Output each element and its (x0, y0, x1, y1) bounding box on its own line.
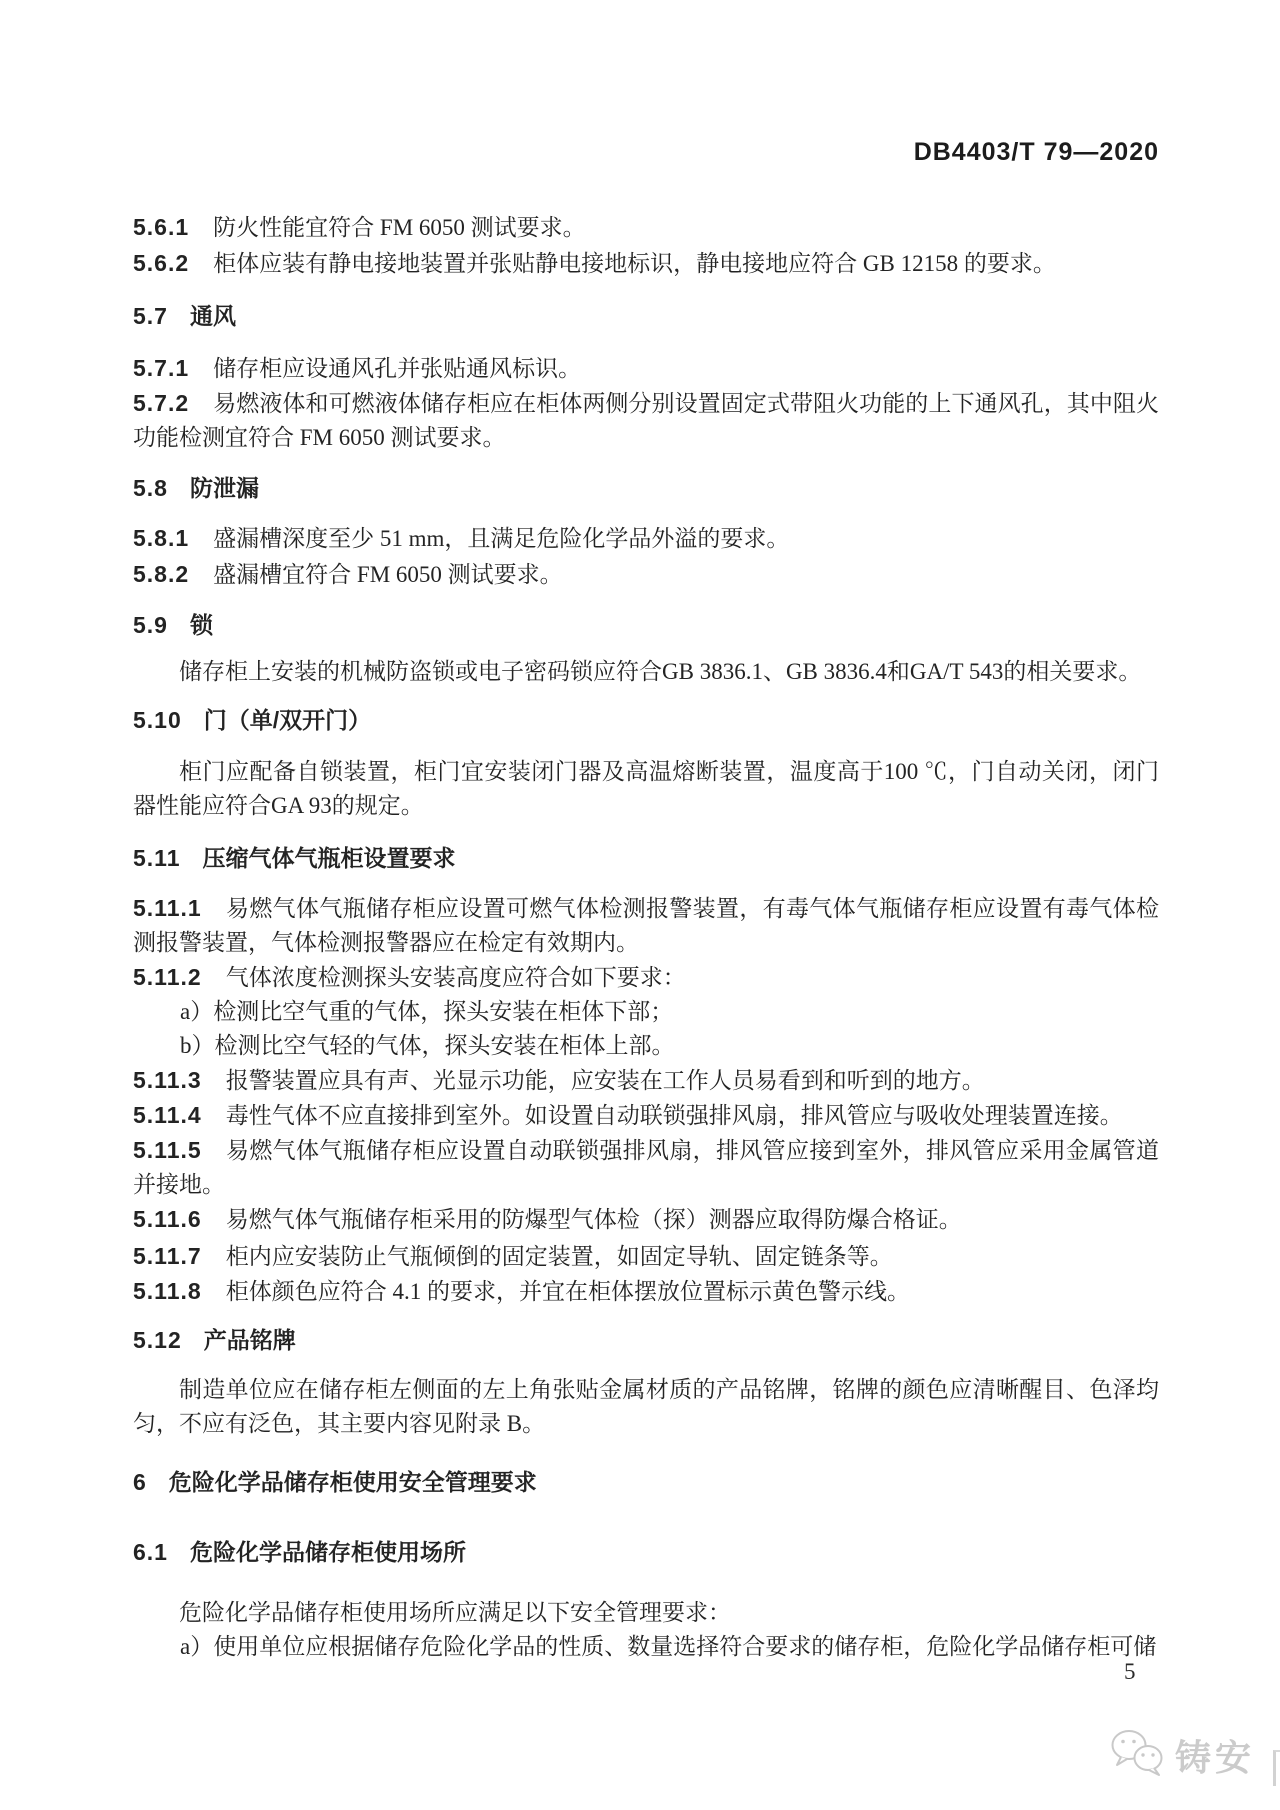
clause-text: 柜体应装有静电接地装置并张贴静电接地标识，静电接地应符合 GB 12158 的要求。 (213, 251, 1056, 276)
section-heading-5-9 (133, 608, 1159, 642)
clause-number: 5.7.1 (133, 355, 190, 381)
clipped-watermark-fragment (1273, 1750, 1280, 1786)
clause-number: 5.11.7 (133, 1243, 202, 1269)
clause-text: 柜体颜色应符合 4.1 的要求，并宜在柜体摆放位置标示黄色警示线。 (225, 1279, 910, 1304)
section-title: 压缩气体气瓶柜设置要求 (202, 845, 456, 871)
clause-number: 5.8.2 (133, 561, 190, 587)
clause-number: 5.11.6 (133, 1206, 202, 1232)
paragraph-5-12: 制造单位应在储存柜左侧面的左上角张贴金属材质的产品铭牌，铭牌的颜色应清晰醒目、色泽均匀，不应有泛色，其主要内容见附录 B。 (133, 1377, 1159, 1436)
section-number: 5.9 (133, 612, 168, 638)
clause-5-8-1 (133, 521, 1159, 556)
clause-5-8-2 (133, 557, 1159, 592)
section-number: 5.8 (133, 475, 168, 501)
page-number: 5 (1124, 1659, 1136, 1684)
wechat-icon (1110, 1728, 1166, 1783)
section-title: 危险化学品储存柜使用安全管理要求 (168, 1469, 537, 1495)
section-title: 门（单/双开门） (203, 707, 372, 733)
paragraph-6-1: 危险化学品储存柜使用场所应满足以下安全管理要求： (179, 1600, 731, 1625)
clause-number: 5.6.1 (133, 214, 190, 240)
section-number: 6.1 (133, 1539, 168, 1565)
clause-text: 易燃气体气瓶储存柜应设置自动联锁强排风扇，排风管应接到室外，排风管应采用金属管道并接地。 (133, 1138, 1159, 1197)
paragraph-5-9: 储存柜上安装的机械防盗锁或电子密码锁应符合GB 3836.1、GB 3836.4和GA/T 543的相关要求。 (179, 659, 1142, 684)
watermark-text: 铸安 (1175, 1737, 1256, 1778)
clause-number: 5.7.2 (133, 390, 190, 416)
section-number: 5.11 (133, 845, 181, 871)
section-heading-5-12 (133, 1323, 1159, 1357)
section-title: 危险化学品储存柜使用场所 (189, 1539, 466, 1565)
section-number: 5.7 (133, 303, 168, 329)
list-item-a: a）检测比空气重的气体，探头安装在柜体下部； (180, 999, 674, 1024)
standard-number-header: DB4403/T 79—2020 (913, 138, 1159, 166)
section-title: 通风 (189, 303, 236, 329)
clause-number: 5.11.3 (133, 1067, 202, 1093)
section-heading-5-11 (133, 841, 1159, 875)
clause-text: 易燃气体气瓶储存柜采用的防爆型气体检（探）测器应取得防爆合格证。 (225, 1207, 962, 1232)
clause-text: 报警装置应具有声、光显示功能，应安装在工作人员易看到和听到的地方。 (225, 1068, 985, 1093)
clause-number: 5.11.5 (133, 1137, 202, 1163)
clause-5-11-1 (133, 891, 1159, 960)
section-heading-5-10 (133, 703, 1159, 737)
list-item-a-6-1: a）使用单位应根据储存危险化学品的性质、数量选择符合要求的储存柜，危险化学品储存柜可储 (180, 1634, 1157, 1659)
section-heading-5-8 (133, 471, 1159, 505)
clause-text: 易燃气体气瓶储存柜应设置可燃气体检测报警装置，有毒气体气瓶储存柜应设置有毒气体检测报警装置，气体检测报警器应在检定有效期内。 (133, 896, 1159, 955)
clause-number: 5.11.1 (133, 895, 202, 921)
clause-5-11-7 (133, 1239, 1159, 1274)
clause-text: 气体浓度检测探头安装高度应符合如下要求： (225, 965, 686, 990)
clause-number: 5.11.2 (133, 964, 202, 990)
clause-5-7-1 (133, 351, 1159, 386)
clause-5-6-2 (133, 246, 1159, 281)
clause-5-6-1 (133, 210, 1159, 245)
clause-text: 盛漏槽宜符合 FM 6050 测试要求。 (213, 562, 563, 587)
paragraph-5-10: 柜门应配备自锁装置，柜门宜安装闭门器及高温熔断装置，温度高于100 ℃，门自动关闭，闭门器性能应符合GA 93的规定。 (133, 759, 1159, 818)
document-body (133, 210, 1159, 1664)
watermark (1110, 1728, 1255, 1783)
clause-number: 5.6.2 (133, 250, 190, 276)
clause-5-11-4 (133, 1098, 1159, 1133)
list-item-b: b）检测比空气轻的气体，探头安装在柜体上部。 (180, 1033, 675, 1058)
section-number: 5.10 (133, 707, 182, 733)
clause-text: 柜内应安装防止气瓶倾倒的固定装置，如固定导轨、固定链条等。 (225, 1244, 893, 1269)
clause-5-11-6 (133, 1202, 1159, 1237)
section-heading-5-7 (133, 299, 1159, 333)
clause-text: 盛漏槽深度至少 51 mm，且满足危险化学品外溢的要求。 (213, 526, 790, 551)
section-heading-6 (133, 1465, 1159, 1499)
clause-text: 储存柜应设通风孔并张贴通风标识。 (213, 356, 582, 381)
clause-5-11-5 (133, 1133, 1159, 1202)
section-title: 防泄漏 (189, 475, 259, 501)
section-number: 5.12 (133, 1327, 182, 1353)
section-title: 产品铭牌 (203, 1327, 296, 1353)
clause-5-11-3 (133, 1063, 1159, 1098)
section-title: 锁 (189, 612, 213, 638)
clause-number: 5.11.4 (133, 1102, 202, 1128)
clause-text: 防火性能宜符合 FM 6050 测试要求。 (213, 215, 586, 240)
section-heading-6-1 (133, 1535, 1159, 1569)
clause-5-11-8 (133, 1274, 1159, 1309)
clause-5-7-2 (133, 386, 1159, 455)
clause-5-11-2 (133, 960, 1159, 995)
clause-number: 5.8.1 (133, 525, 190, 551)
clause-number: 5.11.8 (133, 1278, 202, 1304)
clause-text: 毒性气体不应直接排到室外。如设置自动联锁强排风扇，排风管应与吸收处理装置连接。 (225, 1103, 1123, 1128)
clause-text: 易燃液体和可燃液体储存柜应在柜体两侧分别设置固定式带阻火功能的上下通风孔，其中阻火功能检测宜符合 FM 6050 测试要求。 (133, 391, 1159, 450)
section-number: 6 (133, 1469, 147, 1495)
